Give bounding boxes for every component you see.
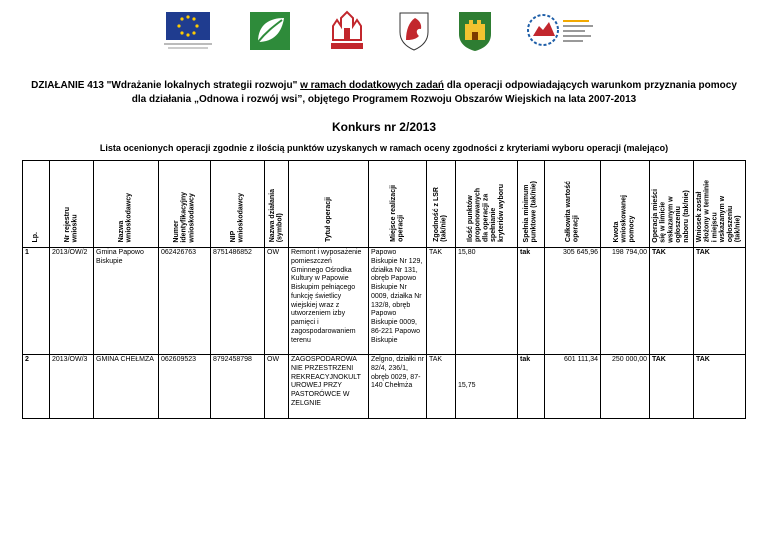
operations-table [22,160,746,419]
cell-lp: 1 [23,248,50,355]
cell-nazwa-wnioskodawcy: GMINA CHEŁMŻA [94,355,159,419]
cell-ilosc-punktow: 15,80 [456,248,518,355]
table-header-row [23,161,746,248]
cell-miejsce-realizacji: Zelgno, działki nr 82/4, 236/1, obręb 0029, 87-140 Chełmża [369,355,427,419]
header-miejsce-realizacji: Miejsce realizacji operacji [369,161,427,248]
header-termin: Wniosek został złożony w terminie i miejscu wskazanym w ogłoszeniu (tak/nie) [694,161,746,248]
eu-flag-logo [160,10,216,52]
header-limit: Operacja mieści się w limicie wskazanym w ogłoszeniu naboru (tak/nie) [650,161,694,248]
leader-logo [248,10,294,52]
header-tytul-operacji: Tytuł operacji [289,161,369,248]
cell-symbol: OW [265,248,289,355]
cell-termin: TAK [694,355,746,419]
header-minimum-punktowe: Spełnia minimum punktowe (tak/nie) [518,161,545,248]
cell-kwota-pomocy: 250 000,00 [601,355,650,419]
cell-miejsce-realizacji: Papowo Biskupie Nr 129, działka Nr 131, obręb Papowo Biskupie Nr 0009, działka Nr 132/8, obręb Papowo Biskupie 0009, 86-221 Papowo Biskupie [369,248,427,355]
ziemia-gotyku-logo [327,10,367,52]
header-ilosc-punktow: Ilość punktów proponowanych dla operacji za spełnianie kryteriów wyboru [456,161,518,248]
cell-ilosc-punktow: 15,75 [456,355,518,419]
cell-zgodnosc-lsr: TAK [427,248,456,355]
cell-numer-identyfikacyjny: 062426763 [159,248,211,355]
cell-termin: TAK [694,248,746,355]
header-calkowita-wartosc: Całkowita wartość operacji [545,161,601,248]
document-title: DZIAŁANIE 413 "Wdrażanie lokalnych strategii rozwoju" w ramach dodatkowych zadań dla operacji odpowiadających warunkom przyznania pomocy [31,80,737,91]
cell-nr-rejestru: 2013/OW/2 [50,248,94,355]
header-nr-rejestru: Nr rejestru wniosku [50,161,94,248]
header-numer-identyfikacyjny: Numer identyfikacyjny wnioskodawcy [159,161,211,248]
cell-calkowita-wartosc: 601 111,34 [545,355,601,419]
header-kwota-pomocy: Kwota wnioskowanej pomocy [601,161,650,248]
header-nazwa-wnioskodawcy: Nazwa wnioskodawcy [94,161,159,248]
cell-limit: TAK [650,248,694,355]
cell-minimum-punktowe: tak [518,355,545,419]
cell-calkowita-wartosc: 305 645,96 [545,248,601,355]
prow-2007-2013-logo [525,10,600,52]
cell-nr-rejestru: 2013/OW/3 [50,355,94,419]
table-row [23,248,746,355]
cell-nazwa-wnioskodawcy: Gmina Papowo Biskupie [94,248,159,355]
cell-kwota-pomocy: 198 794,00 [601,248,650,355]
cell-nip: 8792458798 [211,355,265,419]
cell-minimum-punktowe: tak [518,248,545,355]
cell-tytul-operacji: Remont i wyposażenie pomieszczeń Gminnego Ośrodka Kultury w Papowie Biskupim pełniącego funkcję świetlicy wiejskiej wraz z utworzeniem izby pamięci i zagospodarowaniem terenu [289,248,369,355]
header-nazwa-dzialania: Nazwa działania (symbol) [265,161,289,248]
cell-nip: 8751486852 [211,248,265,355]
logos-strip [160,10,600,52]
list-description: Lista ocenionych operacji zgodnie z ilością punktów uzyskanych w ramach oceny zgodności z kryteriami wyboru operacji (malejąco) [99,143,669,153]
cell-symbol: OW [265,355,289,419]
header-zgodnosc-lsr: Zgodność z LSR (tak/nie) [427,161,456,248]
header-lp: Lp. [23,161,50,248]
coat-of-arms-griffin-logo [397,10,431,52]
contest-number: Konkurs nr 2/2013 [331,120,437,134]
cell-limit: TAK [650,355,694,419]
coat-of-arms-castle-logo [457,10,493,52]
table-row [23,355,746,419]
cell-numer-identyfikacyjny: 062609523 [159,355,211,419]
header-nip: NIP wnioskodawcy [211,161,265,248]
cell-tytul-operacji: ZAGOSPODAROWA NIE PRZESTRZENI REKREACYJNOKULT UROWEJ PRZY PASTORÓWCE W ZELGNIE [289,355,369,419]
cell-lp: 2 [23,355,50,419]
cell-zgodnosc-lsr: TAK [427,355,456,419]
document-subtitle: dla działania „Odnowa i rozwój wsi”, objętego Programem Rozwoju Obszarów Wiejskich na lata 2007-2013 [131,94,637,105]
